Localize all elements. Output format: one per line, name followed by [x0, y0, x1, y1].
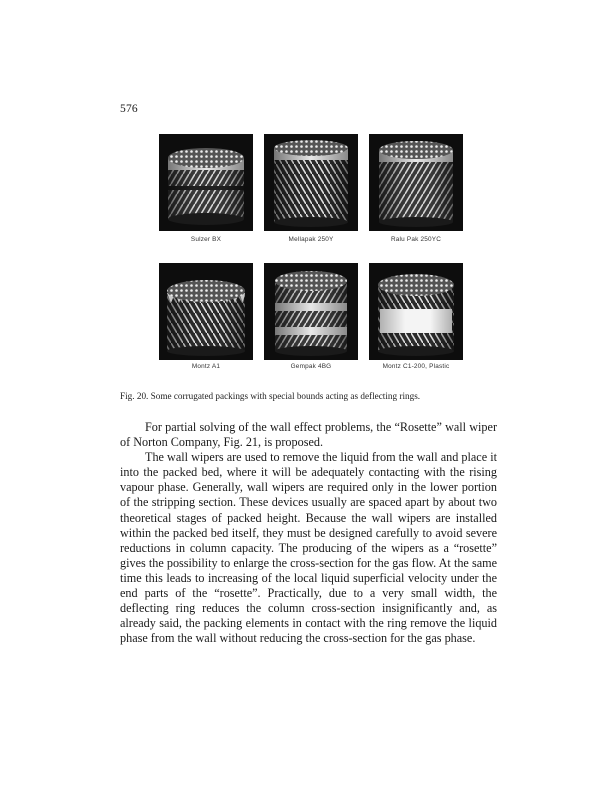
- packing-photo-sulzer-bx: [159, 134, 253, 231]
- packing-photo-montz-c1-200-plastic: [369, 263, 463, 360]
- packing-photo-mellapak-250y: [264, 134, 358, 231]
- photo-label-mellapak-250y: Mellapak 250Y: [288, 236, 334, 243]
- body-text: [120, 420, 497, 646]
- photo-label-gempak-4bg: Gempak 4BG: [290, 363, 332, 370]
- photo-label-ralu-pak-250yc: Ralu Pak 250YC: [390, 236, 442, 243]
- figure-caption: Fig. 20. Some corrugated packings with special bounds acting as deflecting rings.: [120, 391, 421, 401]
- photo-label-montz-c1-200-plastic: Montz C1-200, Plastic: [382, 363, 450, 370]
- packing-photo-montz-a1: [159, 263, 253, 360]
- photo-label-montz-a1: Montz A1: [191, 363, 221, 370]
- paragraph-2: The wall wipers are used to remove the liquid from the wall and place it into the packed bed, where it will be adequately contacting with the rising vapour phase. Generally, wall wipers are required only in the lower portion of the stripping section. These devices usually are spaced apart by about two theoretical stages of packed height. Because the wall wipers are installed within the packed bed itself, they must be designed carefully to avoid severe reductions in column capacity. The producing of the wipers as a “rosette” gives the possibility to enlarge the cross-section for the gas flow. At the same time this leads to increasing of the local liquid superficial velocity under the end parts of the “rosette”. Practically, due to a very small width, the deflecting ring reduces the column cross-section insignificantly and, as already said, the packing elements in contact with the ring remove the liquid phase from the wall without reducing the cross-section for the gas phase.: [120, 450, 497, 646]
- packing-photo-gempak-4bg: [264, 263, 358, 360]
- photo-label-sulzer-bx: Sulzer BX: [190, 236, 222, 243]
- packing-photo-ralu-pak-250yc: [369, 134, 463, 231]
- page-number: 576: [120, 103, 138, 115]
- paragraph-1: For partial solving of the wall effect problems, the “Rosette” wall wiper of Norton Company, Fig. 21, is proposed.: [120, 420, 497, 450]
